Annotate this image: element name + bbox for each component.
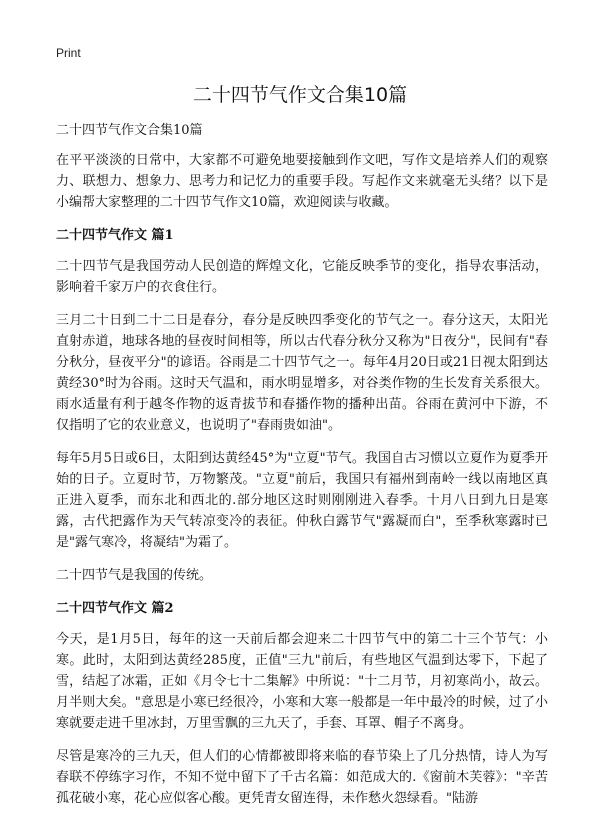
document-subtitle: 二十四节气作文合集10篇 [56, 123, 203, 138]
section-2 [56, 598, 548, 809]
section-paragraph: 三月二十日到二十二日是春分，春分是反映四季变化的节气之一。春分这天，太阳光直射赤道，地球各地的昼夜时间相等，所以古代春分秋分又称为"日夜分"，民间有"春分秋分，昼夜平分"的谚语。谷雨是二十四节气之一。每年4月20日或21日视太阳到达黄经30°时为谷雨。这时天气温和，雨水明显增多，对谷类作物的生长发育关系很大。雨水适量有利于越冬作物的返青拔节和春播作物的播种出苗。谷雨在黄河中下游，不仅指明了它的农业意义，也说明了"春雨贵如油"。 [56, 313, 548, 433]
document-body [56, 120, 548, 821]
section-paragraph: 二十四节气是我国的传统。 [56, 568, 213, 583]
section-paragraph: 二十四节气是我国劳动人民创造的辉煌文化，它能反映季节的变化，指导农事活动，影响着千家万户的衣食住行。 [56, 259, 548, 295]
section-paragraph: 今天，是1月5日，每年的这一天前后都会迎来二十四节气中的第二十三个节气：小寒。此时，太阳到达黄经285度，正值"三九"前后，有些地区气温到达零下，下起了雪，结起了冰霜，正如《月令七十二集解》中所说："十二月节，月初寒尚小，故云。月半则大矣。"意思是小寒已经很冷，小寒和大寒一般都是一年中最冷的时候，过了小寒就要走进千里冰封，万里雪飘的三九天了，手套、耳罩、帽子不离身。 [56, 632, 548, 731]
section-paragraph: 尽管是寒冷的三九天，但人们的心情都被即将来临的春节染上了几分热情，诗人为写春联不停练字习作，不知不觉中留下了千古名篇：如范成大的.《窗前木芙蓉》："辛苦孤花破小寒，花心应似客心酸。更凭青女留连得，未作愁火怨绿看。"陆游 [56, 749, 548, 806]
section-paragraph: 每年5月5日或6日，太阳到达黄经45°为"立夏"节气。我国自古习惯以立夏作为夏季开始的日子。立夏时节，万物繁茂。"立夏"前后，我国只有福州到南岭一线以南地区真正进入夏季，而东北和西北的.部分地区这时则刚刚进入春季。十月八日到九日是寒露，古代把露作为天气转凉变冷的表征。仲秋白露节气"露凝而白"，至季秋寒露时已是"露气寒冷，将凝结"为霜了。 [56, 451, 548, 550]
section-heading: 二十四节气作文 篇1 [56, 228, 174, 243]
section-1 [56, 225, 548, 586]
print-link[interactable]: Print [56, 46, 81, 60]
intro-paragraph: 在平平淡淡的日常中，大家都不可避免地要接触到作文吧，写作文是培养人们的观察力、联想力、想象力、思考力和记忆力的重要手段。写起作文来就毫无头绪？以下是小编帮大家整理的二十四节气作文10篇，欢迎阅读与收藏。 [56, 153, 548, 210]
section-heading: 二十四节气作文 篇2 [56, 601, 174, 616]
document-title: 二十四节气作文合集10篇 [192, 84, 408, 106]
